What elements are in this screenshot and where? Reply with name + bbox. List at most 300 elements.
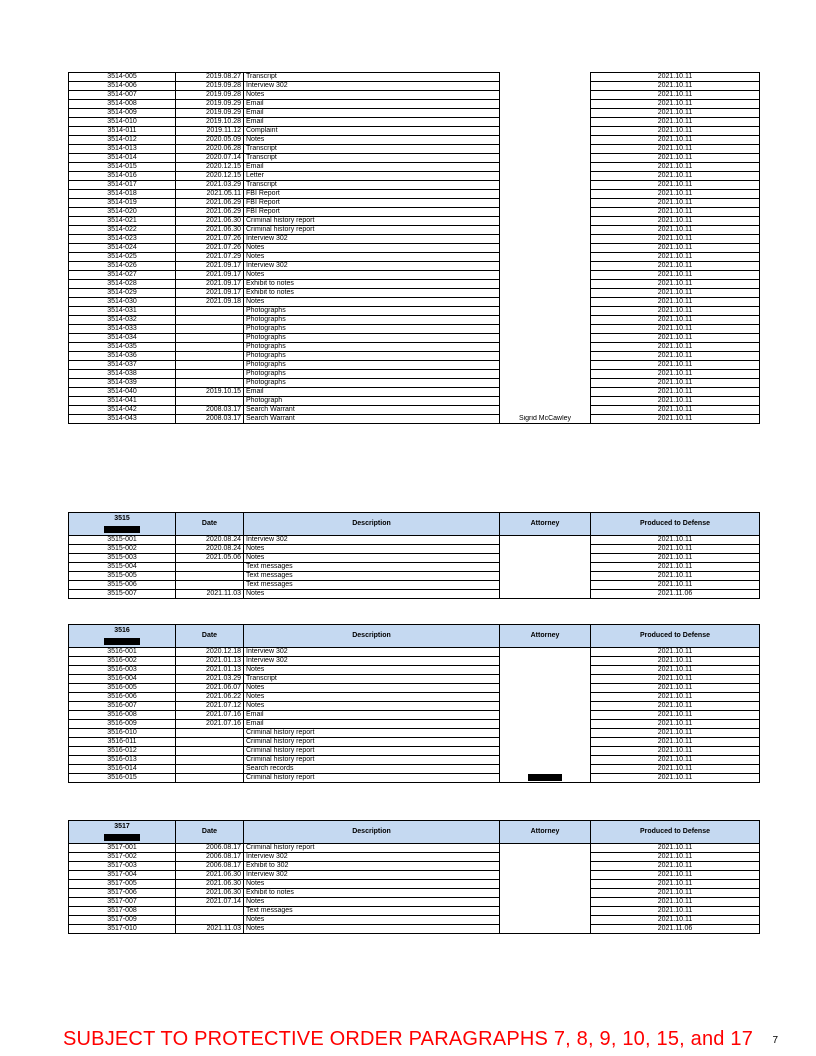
row-description: Photograph: [244, 397, 500, 406]
row-produced-date: 2021.10.11: [591, 657, 760, 666]
row-produced-date: 2021.10.11: [591, 262, 760, 271]
row-id: 3514-005: [69, 73, 176, 82]
row-date: 2020.08.24: [176, 545, 244, 554]
row-description: Interview 302: [244, 235, 500, 244]
row-date: 2020.12.18: [176, 648, 244, 657]
row-attorney: [500, 572, 591, 581]
row-produced-date: 2021.10.11: [591, 907, 760, 916]
row-produced-date: 2021.10.11: [591, 217, 760, 226]
row-id: 3514-018: [69, 190, 176, 199]
row-id: 3514-040: [69, 388, 176, 397]
row-attorney: [500, 316, 591, 325]
row-id: 3514-023: [69, 235, 176, 244]
row-description: Interview 302: [244, 657, 500, 666]
table-row: [69, 217, 760, 226]
case-number: 3516: [114, 627, 130, 634]
table-3517: [68, 820, 760, 934]
row-date: [176, 325, 244, 334]
row-attorney: [500, 370, 591, 379]
row-description: Notes: [244, 298, 500, 307]
row-date: [176, 352, 244, 361]
row-attorney: [500, 702, 591, 711]
table-row: [69, 536, 760, 545]
row-produced-date: 2021.10.11: [591, 199, 760, 208]
header-attorney: Attorney: [500, 513, 591, 536]
table-row: [69, 397, 760, 406]
table-row: [69, 554, 760, 563]
row-produced-date: 2021.10.11: [591, 765, 760, 774]
row-attorney: [500, 729, 591, 738]
table-row: [69, 280, 760, 289]
row-attorney: [500, 190, 591, 199]
table-row: [69, 82, 760, 91]
redaction-bar: [104, 834, 140, 841]
table-row: [69, 581, 760, 590]
row-description: Criminal history report: [244, 756, 500, 765]
table-row: [69, 190, 760, 199]
row-attorney: [500, 880, 591, 889]
row-date: 2021.06.22: [176, 693, 244, 702]
table-row: [69, 415, 760, 424]
row-description: FBI Report: [244, 199, 500, 208]
row-description: Photographs: [244, 316, 500, 325]
row-date: 2021.06.07: [176, 684, 244, 693]
row-description: Letter: [244, 172, 500, 181]
row-produced-date: 2021.10.11: [591, 172, 760, 181]
row-id: 3514-011: [69, 127, 176, 136]
row-id: 3516-009: [69, 720, 176, 729]
row-id: 3514-043: [69, 415, 176, 424]
row-id: 3514-020: [69, 208, 176, 217]
row-attorney: [500, 563, 591, 572]
table-row: [69, 154, 760, 163]
row-description: Email: [244, 720, 500, 729]
row-attorney: [500, 747, 591, 756]
row-date: 2021.03.29: [176, 675, 244, 684]
row-produced-date: 2021.10.11: [591, 889, 760, 898]
row-id: 3516-012: [69, 747, 176, 756]
row-description: Text messages: [244, 581, 500, 590]
table-header-row: [69, 821, 760, 844]
row-date: 2021.07.16: [176, 711, 244, 720]
row-date: 2021.01.13: [176, 657, 244, 666]
row-produced-date: 2021.10.11: [591, 397, 760, 406]
table-row: [69, 693, 760, 702]
row-date: [176, 307, 244, 316]
row-produced-date: 2021.10.11: [591, 536, 760, 545]
row-produced-date: 2021.10.11: [591, 253, 760, 262]
row-attorney: [500, 684, 591, 693]
row-produced-date: 2021.10.11: [591, 208, 760, 217]
row-description: Search Warrant: [244, 415, 500, 424]
row-produced-date: 2021.10.11: [591, 406, 760, 415]
row-description: Email: [244, 163, 500, 172]
row-produced-date: 2021.10.11: [591, 352, 760, 361]
table-row: [69, 871, 760, 880]
row-attorney: [500, 406, 591, 415]
row-description: Notes: [244, 916, 500, 925]
row-date: 2006.08.17: [176, 844, 244, 853]
row-attorney: [500, 648, 591, 657]
row-produced-date: 2021.10.11: [591, 738, 760, 747]
table-row: [69, 702, 760, 711]
row-id: 3515-002: [69, 545, 176, 554]
row-id: 3514-012: [69, 136, 176, 145]
header-case-number: [69, 513, 176, 536]
row-id: 3514-037: [69, 361, 176, 370]
row-produced-date: 2021.10.11: [591, 415, 760, 424]
row-produced-date: 2021.10.11: [591, 181, 760, 190]
row-date: 2021.11.03: [176, 925, 244, 934]
table-row: [69, 925, 760, 934]
table-row: [69, 172, 760, 181]
row-attorney: [500, 738, 591, 747]
row-produced-date: 2021.10.11: [591, 163, 760, 172]
row-description: Criminal history report: [244, 226, 500, 235]
row-description: Notes: [244, 244, 500, 253]
row-description: Email: [244, 100, 500, 109]
row-attorney: [500, 91, 591, 100]
row-description: Notes: [244, 693, 500, 702]
row-date: 2019.11.12: [176, 127, 244, 136]
row-attorney: [500, 154, 591, 163]
table-row: [69, 711, 760, 720]
table-row: [69, 590, 760, 599]
protective-order-notice: SUBJECT TO PROTECTIVE ORDER PARAGRAPHS 7, 8, 9, 10, 15, and 17: [62, 1028, 754, 1050]
row-date: 2020.05.09: [176, 136, 244, 145]
table-row: [69, 388, 760, 397]
table-row: [69, 684, 760, 693]
row-date: 2019.10.15: [176, 388, 244, 397]
table-row: [69, 880, 760, 889]
table-row: [69, 145, 760, 154]
row-produced-date: 2021.10.11: [591, 729, 760, 738]
row-date: [176, 729, 244, 738]
row-id: 3516-010: [69, 729, 176, 738]
row-date: 2020.06.28: [176, 145, 244, 154]
table-row: [69, 406, 760, 415]
row-date: 2019.09.29: [176, 109, 244, 118]
row-description: Criminal history report: [244, 844, 500, 853]
row-attorney: [500, 226, 591, 235]
row-produced-date: 2021.10.11: [591, 666, 760, 675]
row-produced-date: 2021.10.11: [591, 774, 760, 783]
table-row: [69, 729, 760, 738]
row-date: [176, 316, 244, 325]
table-row: [69, 756, 760, 765]
row-description: Notes: [244, 253, 500, 262]
row-date: 2021.09.17: [176, 262, 244, 271]
row-attorney: [500, 361, 591, 370]
row-description: Interview 302: [244, 853, 500, 862]
row-description: Search records: [244, 765, 500, 774]
row-id: 3514-014: [69, 154, 176, 163]
row-date: 2021.06.30: [176, 880, 244, 889]
row-date: 2021.09.17: [176, 289, 244, 298]
row-id: 3517-008: [69, 907, 176, 916]
row-attorney: [500, 127, 591, 136]
row-produced-date: 2021.10.11: [591, 136, 760, 145]
row-attorney: [500, 217, 591, 226]
row-date: 2008.03.17: [176, 415, 244, 424]
table-row: [69, 898, 760, 907]
table-row: [69, 765, 760, 774]
table-row: [69, 916, 760, 925]
header-date: Date: [176, 513, 244, 536]
table-row: [69, 271, 760, 280]
row-date: [176, 397, 244, 406]
row-date: 2021.07.14: [176, 898, 244, 907]
row-date: 2021.05.11: [176, 190, 244, 199]
row-description: Exhibit to notes: [244, 280, 500, 289]
row-id: 3514-026: [69, 262, 176, 271]
row-produced-date: 2021.10.11: [591, 747, 760, 756]
row-id: 3514-021: [69, 217, 176, 226]
row-produced-date: 2021.10.11: [591, 693, 760, 702]
row-description: Notes: [244, 880, 500, 889]
row-id: 3515-003: [69, 554, 176, 563]
row-description: Notes: [244, 925, 500, 934]
row-produced-date: 2021.10.11: [591, 271, 760, 280]
row-attorney: [500, 379, 591, 388]
row-description: Notes: [244, 702, 500, 711]
row-attorney: [500, 199, 591, 208]
row-id: 3514-022: [69, 226, 176, 235]
row-description: Criminal history report: [244, 738, 500, 747]
row-id: 3514-017: [69, 181, 176, 190]
row-attorney: [500, 862, 591, 871]
row-produced-date: 2021.10.11: [591, 190, 760, 199]
row-id: 3517-003: [69, 862, 176, 871]
row-description: Criminal history report: [244, 729, 500, 738]
row-attorney: [500, 898, 591, 907]
row-date: 2020.12.15: [176, 172, 244, 181]
table-row: [69, 325, 760, 334]
table-row: [69, 298, 760, 307]
row-date: 2021.06.30: [176, 871, 244, 880]
table-row: [69, 774, 760, 783]
row-produced-date: 2021.10.11: [591, 648, 760, 657]
row-produced-date: 2021.10.11: [591, 871, 760, 880]
row-description: Complaint: [244, 127, 500, 136]
row-attorney: [500, 118, 591, 127]
row-date: [176, 738, 244, 747]
row-produced-date: 2021.10.11: [591, 334, 760, 343]
row-produced-date: 2021.10.11: [591, 145, 760, 154]
row-attorney: [500, 262, 591, 271]
row-date: [176, 774, 244, 783]
table-header-row: [69, 625, 760, 648]
row-date: [176, 756, 244, 765]
row-description: Notes: [244, 898, 500, 907]
row-attorney: [500, 136, 591, 145]
table-row: [69, 91, 760, 100]
row-id: 3514-016: [69, 172, 176, 181]
row-description: FBI Report: [244, 190, 500, 199]
row-date: 2021.06.30: [176, 226, 244, 235]
row-attorney: [500, 325, 591, 334]
row-date: [176, 907, 244, 916]
row-produced-date: 2021.10.11: [591, 82, 760, 91]
row-attorney: [500, 536, 591, 545]
row-date: 2019.08.27: [176, 73, 244, 82]
row-id: 3516-014: [69, 765, 176, 774]
table-row: [69, 163, 760, 172]
table-row: [69, 907, 760, 916]
row-produced-date: 2021.10.11: [591, 100, 760, 109]
row-attorney: [500, 235, 591, 244]
row-attorney: [500, 765, 591, 774]
table-row: [69, 545, 760, 554]
table-row: [69, 199, 760, 208]
row-id: 3515-007: [69, 590, 176, 599]
table-row: [69, 307, 760, 316]
row-produced-date: 2021.10.11: [591, 581, 760, 590]
row-id: 3516-001: [69, 648, 176, 657]
row-id: 3514-006: [69, 82, 176, 91]
row-id: 3514-027: [69, 271, 176, 280]
row-produced-date: 2021.10.11: [591, 109, 760, 118]
header-produced: Produced to Defense: [591, 821, 760, 844]
row-description: Email: [244, 109, 500, 118]
row-id: 3516-006: [69, 693, 176, 702]
row-date: 2021.07.29: [176, 253, 244, 262]
table-row: [69, 136, 760, 145]
row-description: Text messages: [244, 572, 500, 581]
row-id: 3516-008: [69, 711, 176, 720]
table-row: [69, 127, 760, 136]
row-id: 3514-028: [69, 280, 176, 289]
table-row: [69, 657, 760, 666]
row-description: Criminal history report: [244, 774, 500, 783]
header-date: Date: [176, 625, 244, 648]
row-produced-date: 2021.11.06: [591, 590, 760, 599]
row-id: 3514-031: [69, 307, 176, 316]
row-date: [176, 765, 244, 774]
row-produced-date: 2021.10.11: [591, 675, 760, 684]
row-attorney: [500, 307, 591, 316]
row-id: 3514-013: [69, 145, 176, 154]
row-date: 2021.07.16: [176, 720, 244, 729]
row-id: 3514-041: [69, 397, 176, 406]
row-date: 2006.08.17: [176, 862, 244, 871]
row-attorney: [500, 334, 591, 343]
row-attorney: [500, 271, 591, 280]
row-description: Exhibit to notes: [244, 289, 500, 298]
row-id: 3515-005: [69, 572, 176, 581]
row-description: Notes: [244, 271, 500, 280]
row-date: 2021.05.06: [176, 554, 244, 563]
row-produced-date: 2021.10.11: [591, 862, 760, 871]
row-id: 3514-025: [69, 253, 176, 262]
row-produced-date: 2021.10.11: [591, 307, 760, 316]
table-row: [69, 853, 760, 862]
table-row: [69, 226, 760, 235]
row-attorney: [500, 871, 591, 880]
row-id: 3517-004: [69, 871, 176, 880]
row-attorney: [500, 181, 591, 190]
row-date: 2021.06.30: [176, 889, 244, 898]
table-row: [69, 738, 760, 747]
header-produced: Produced to Defense: [591, 513, 760, 536]
row-id: 3514-029: [69, 289, 176, 298]
row-description: Photographs: [244, 325, 500, 334]
row-description: Interview 302: [244, 536, 500, 545]
row-attorney: [500, 590, 591, 599]
row-description: FBI Report: [244, 208, 500, 217]
table-row: [69, 343, 760, 352]
row-date: 2019.09.28: [176, 91, 244, 100]
row-description: Interview 302: [244, 82, 500, 91]
row-date: 2021.06.29: [176, 199, 244, 208]
row-id: 3514-036: [69, 352, 176, 361]
table-row: [69, 862, 760, 871]
row-attorney: [500, 109, 591, 118]
row-date: 2021.03.29: [176, 181, 244, 190]
row-date: [176, 379, 244, 388]
row-produced-date: 2021.10.11: [591, 388, 760, 397]
row-description: Photographs: [244, 352, 500, 361]
row-description: Interview 302: [244, 871, 500, 880]
row-id: 3514-007: [69, 91, 176, 100]
header-case-number: [69, 821, 176, 844]
redaction-bar: [104, 526, 140, 533]
row-produced-date: 2021.10.11: [591, 154, 760, 163]
row-produced-date: 2021.10.11: [591, 554, 760, 563]
row-description: Photographs: [244, 361, 500, 370]
row-attorney: [500, 666, 591, 675]
row-description: Email: [244, 711, 500, 720]
row-id: 3514-009: [69, 109, 176, 118]
row-produced-date: 2021.10.11: [591, 563, 760, 572]
row-date: 2020.12.15: [176, 163, 244, 172]
row-id: 3517-009: [69, 916, 176, 925]
row-produced-date: 2021.10.11: [591, 684, 760, 693]
row-id: 3514-035: [69, 343, 176, 352]
row-attorney: [500, 253, 591, 262]
row-produced-date: 2021.10.11: [591, 316, 760, 325]
row-produced-date: 2021.10.11: [591, 720, 760, 729]
row-produced-date: 2021.10.11: [591, 73, 760, 82]
row-produced-date: 2021.10.11: [591, 379, 760, 388]
row-date: [176, 747, 244, 756]
row-description: Text messages: [244, 907, 500, 916]
row-date: 2021.06.29: [176, 208, 244, 217]
row-id: 3515-001: [69, 536, 176, 545]
row-description: Notes: [244, 91, 500, 100]
row-attorney: [500, 145, 591, 154]
table-row: [69, 235, 760, 244]
row-attorney: [500, 343, 591, 352]
row-produced-date: 2021.10.11: [591, 898, 760, 907]
row-attorney: [500, 581, 591, 590]
row-date: 2021.06.30: [176, 217, 244, 226]
row-attorney: [500, 925, 591, 934]
row-produced-date: 2021.10.11: [591, 289, 760, 298]
row-produced-date: 2021.10.11: [591, 325, 760, 334]
row-produced-date: 2021.10.11: [591, 235, 760, 244]
row-description: Notes: [244, 136, 500, 145]
row-description: Transcript: [244, 181, 500, 190]
header-description: Description: [244, 513, 500, 536]
table-row: [69, 100, 760, 109]
table-row: [69, 379, 760, 388]
redaction-bar: [104, 638, 140, 645]
row-produced-date: 2021.10.11: [591, 711, 760, 720]
table-row: [69, 109, 760, 118]
row-id: 3514-024: [69, 244, 176, 253]
row-id: 3514-033: [69, 325, 176, 334]
